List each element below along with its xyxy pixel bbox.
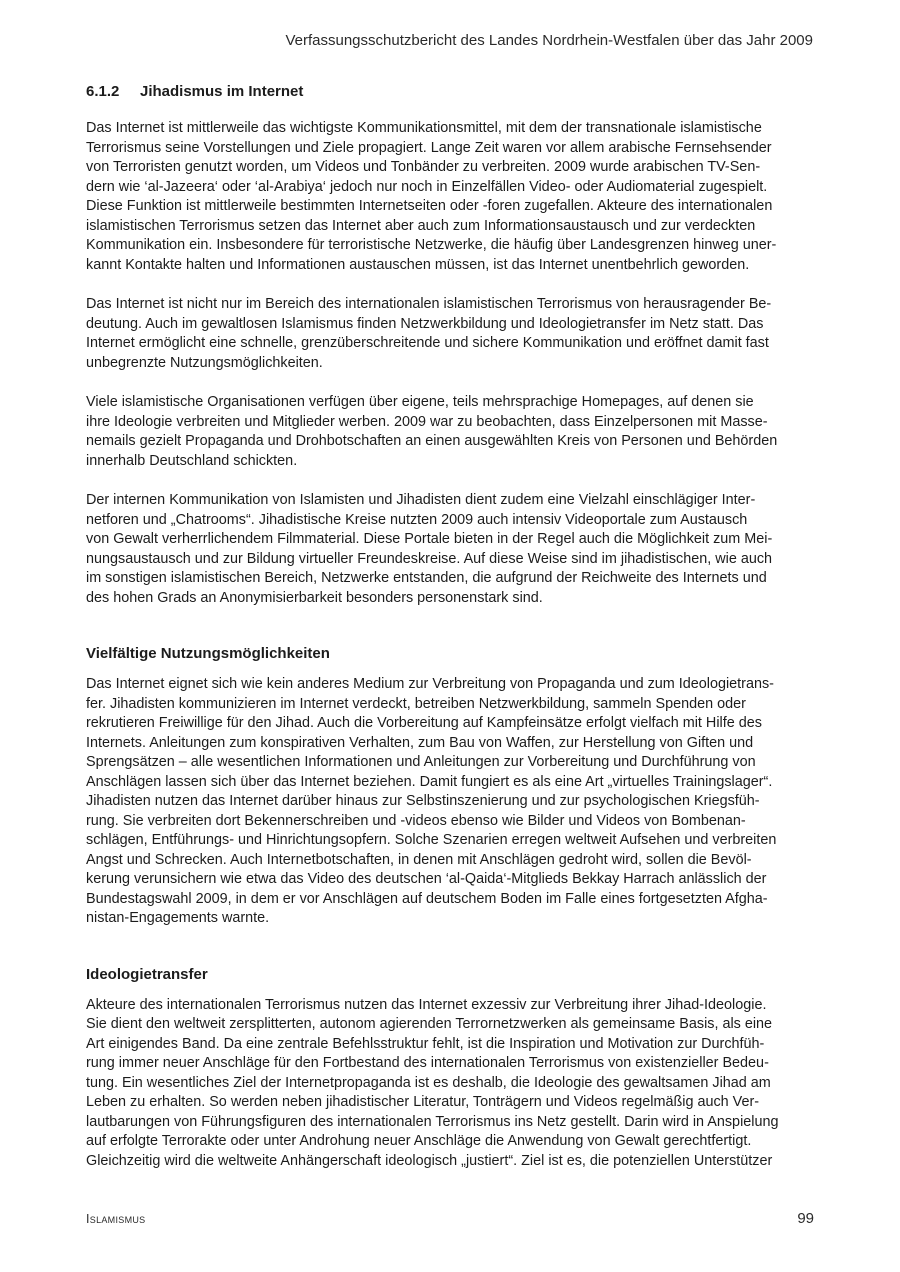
- paragraph: Das Internet eignet sich wie kein anderes Medium zur Verbreitung von Propaganda und zum Ideologietrans- fer. Jihadisten kommunizieren im Internet verdeckt, betreiben Netzwerkbildung, sammeln Spenden oder rekrutieren Freiwillige für den Jihad. Auch die Vorbereitung auf Kampfeinsätze erfolgt vielfach mit Hilfe des Internets. Anleitungen zum konspirativen Verhalten, zum Bau von Waffen, zur Herstellung von Giften und Sprengsätzen – alle wesentlichen Informationen und Anleitungen zur Vorbereitung und Durchführung von Anschlägen lassen sich über das Internet beziehen. Damit fungiert es als eine Art „virtuelles Trainingslager“. Jihadisten nutzen das Internet darüber hinaus zur Selbstinszenierung und zur psychologischen Kriegsfüh- rung. Sie verbreiten dort Bekennerschreiben und -videos ebenso wie Bilder und Videos von Bombenan- schlägen, Entführungs- und Hinrichtungsopfern. Solche Szenarien erregen weltweit Aufsehen und verbreiten Angst und Schrecken. Auch Internetbotschaften, in denen mit Anschlägen gedroht wird, sollen die Bevöl- kerung verunsichern wie etwa das Video des deutschen ‘al-Qaida‘-Mitglieds Bekkay Harrach anlässlich der Bundestagswahl 2009, in dem er vor Anschlägen auf deutschem Boden im Falle eines fortgesetzten Afgha- nistan-Engagements warnte.: [86, 676, 777, 926]
- running-header: Verfassungsschutzbericht des Landes Nordrhein-Westfalen über das Jahr 2009: [285, 32, 813, 49]
- page-content: [86, 82, 814, 1191]
- paragraph: Das Internet ist nicht nur im Bereich des internationalen islamistischen Terrorismus von herausragender Be- deutung. Auch im gewaltlosen Islamismus finden Netzwerkbildung und Ideologietransfer im Netz statt. Das Internet ermöglicht eine schnelle, grenzüberschreitende und sichere Kommunikation und eröffnet damit fast unbegrenzte Nutzungsmöglichkeiten.: [86, 296, 772, 371]
- section-heading: [86, 82, 814, 101]
- subheading-ideologietransfer: Ideologietransfer: [86, 965, 208, 983]
- paragraph: Viele islamistische Organisationen verfügen über eigene, teils mehrsprachige Homepages, auf denen sie ihre Ideologie verbreiten und Mitglieder werben. 2009 war zu beobachten, dass Einzelpersonen mit Masse- nemails gezielt Propaganda und Drohbotschaften an einen ausgewählten Kreis von Personen und Behörden innerhalb Deutschland schickten.: [86, 394, 778, 469]
- paragraph: Akteure des internationalen Terrorismus nutzen das Internet exzessiv zur Verbreitung ihrer Jihad-Ideologie. Sie dient den weltweit zersplitterten, autonom agierenden Terrornetzwerken als gemeinsame Basis, als eine Art einigendes Band. Da eine zentrale Befehlsstruktur fehlt, ist die Inspiration und Motivation zur Durchfüh- rung immer neuer Anschläge für den Fortbestand des internationalen Terrorismus von existenzieller Bedeu- tung. Ein wesentliches Ziel der Internetpropaganda ist es deshalb, die Ideologie des gewaltsamen Jihad am Leben zu erhalten. So werden neben jihadistischer Literatur, Tonträgern und Videos regelmäßig auch Ver- lautbarungen von Führungsfiguren des internationalen Terrorismus ins Netz gestellt. Darin wird in Anspielung auf erfolgte Terrorakte oder unter Androhung neuer Anschläge die Anwendung von Gewalt gerechtfertigt. Gleichzeitig wird die weltweite Anhängerschaft ideologisch „justiert“. Ziel ist es, die potenziellen Unterstützer: [86, 996, 779, 1169]
- page-number: 99: [797, 1210, 814, 1227]
- subheading-nutzungsmoeglichkeiten: Vielfältige Nutzungsmöglichkeiten: [86, 645, 330, 662]
- footer-chapter-label: Islamismus: [86, 1212, 146, 1226]
- paragraph: Der internen Kommunikation von Islamisten und Jihadisten dient zudem eine Vielzahl einschlägiger Inter- netforen und „Chatrooms“. Jihadistische Kreise nutzten 2009 auch intensiv Videoportale zum Austausch von Gewalt verherrlichendem Filmmaterial. Diese Portale bieten in der Regel auch die Möglichkeit zum Mei- nungsaustausch und zur Bildung virtueller Freundeskreise. Auf diese Weise sind im jihadistischen, wie auch im sonstigen islamistischen Bereich, Netzwerke entstanden, die aufgrund der Reichweite des Internets und des hohen Grads an Anonymisierbarkeit besonders personenstark sind.: [86, 492, 773, 606]
- section-title: Jihadismus im Internet: [140, 83, 304, 100]
- section-number: 6.1.2: [86, 83, 120, 100]
- paragraph: Das Internet ist mittlerweile das wichtigste Kommunikationsmittel, mit dem der transnationale islamistische Terrorismus seine Vorstellungen und Ziele propagiert. Lange Zeit waren vor allem arabische Fernsehsender von Terroristen genutzt worden, um Videos und Tonbänder zu verbreiten. 2009 wurde arabischen TV-Sen- dern wie ‘al-Jazeera‘ oder ‘al-Arabiya‘ jedoch nur noch in Einzelfällen Video- oder Audiomaterial zugespielt. Diese Funktion ist mittlerweile bestimmten Internetseiten oder -foren zugefallen. Akteure des internationalen islamistischen Terrorismus setzen das Internet aber auch zum Informationsaustausch und zur verdeckten Kommunikation ein. Insbesondere für terroristische Netzwerke, die häufig über Landesgrenzen hinweg uner- kannt Kontakte halten und Informationen austauschen müssen, ist das Internet unentbehrlich geworden.: [86, 120, 777, 273]
